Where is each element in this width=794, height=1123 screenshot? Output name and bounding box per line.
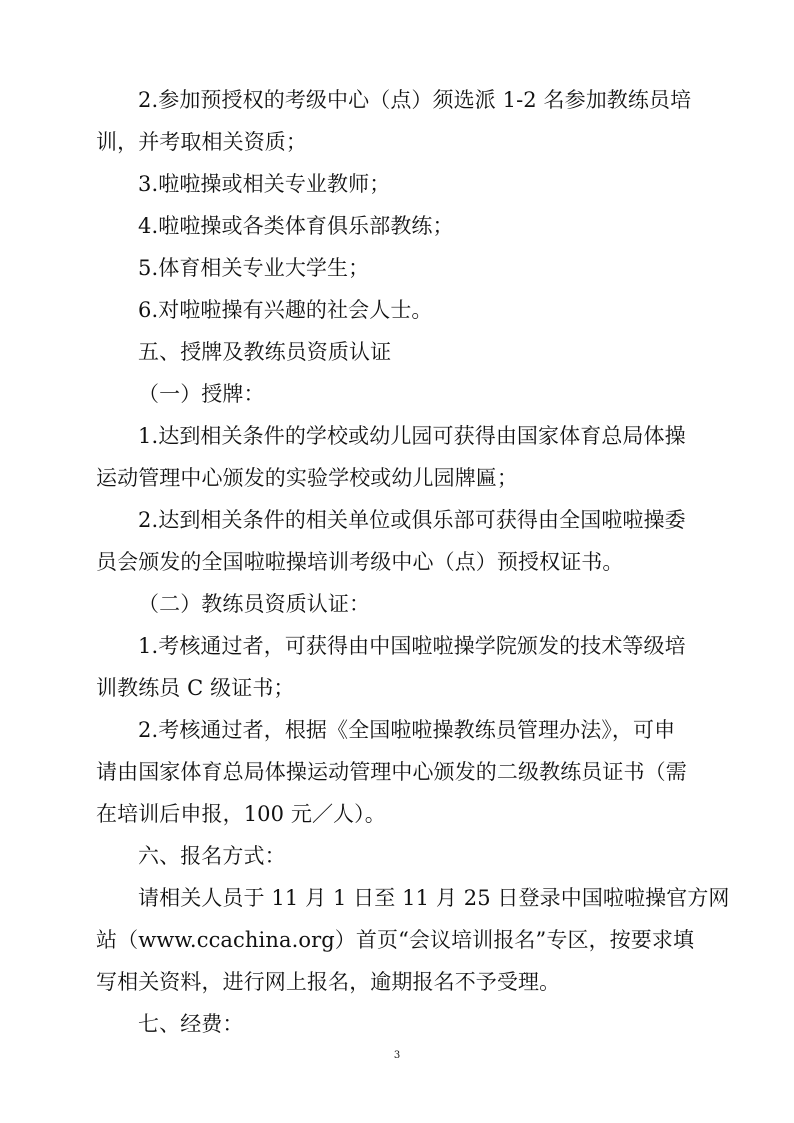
text-line: 6.对啦啦操有兴趣的社会人士。 xyxy=(138,298,433,322)
text-line: 2.参加预授权的考级中心（点）须选派 1-2 名参加教练员培 xyxy=(138,88,692,112)
text-line: 请相关人员于 11 月 1 日至 11 月 25 日登录中国啦啦操官方网 xyxy=(138,886,730,910)
subsection-heading: （二）教练员资质认证： xyxy=(138,592,371,616)
page-number: 3 xyxy=(393,1050,401,1061)
text-line: 在培训后申报，100 元／人）。 xyxy=(96,802,386,826)
section-heading: 六、报名方式： xyxy=(138,844,286,868)
section-heading: 七、经费： xyxy=(138,1012,244,1036)
text-line: 2.考核通过者，根据《全国啦啦操教练员管理办法》，可申 xyxy=(138,718,676,742)
text-line: 站（www.ccachina.org）首页“会议培训报名”专区，按要求填 xyxy=(96,928,695,952)
text-line: 训教练员 C 级证书； xyxy=(96,676,295,700)
subsection-heading: （一）授牌： xyxy=(138,382,265,406)
text-line: 运动管理中心颁发的实验学校或幼儿园牌匾； xyxy=(96,466,518,490)
text-line: 4.啦啦操或各类体育俱乐部教练； xyxy=(138,214,454,238)
text-line: 3.啦啦操或相关专业教师； xyxy=(138,172,391,196)
text-line: 写相关资料，进行网上报名，逾期报名不予受理。 xyxy=(96,970,561,994)
text-line: 请由国家体育总局体操运动管理中心颁发的二级教练员证书（需 xyxy=(96,760,687,784)
text-line: 员会颁发的全国啦啦操培训考级中心（点）预授权证书。 xyxy=(96,550,624,574)
text-line: 2.达到相关条件的相关单位或俱乐部可获得由全国啦啦操委 xyxy=(138,508,686,532)
text-line: 5.体育相关专业大学生； xyxy=(138,256,370,280)
text-line: 1.考核通过者，可获得由中国啦啦操学院颁发的技术等级培 xyxy=(138,634,686,658)
section-heading: 五、授牌及教练员资质认证 xyxy=(138,340,392,364)
text-line: 训，并考取相关资质； xyxy=(96,130,307,154)
text-line: 1.达到相关条件的学校或幼儿园可获得由国家体育总局体操 xyxy=(138,424,686,448)
